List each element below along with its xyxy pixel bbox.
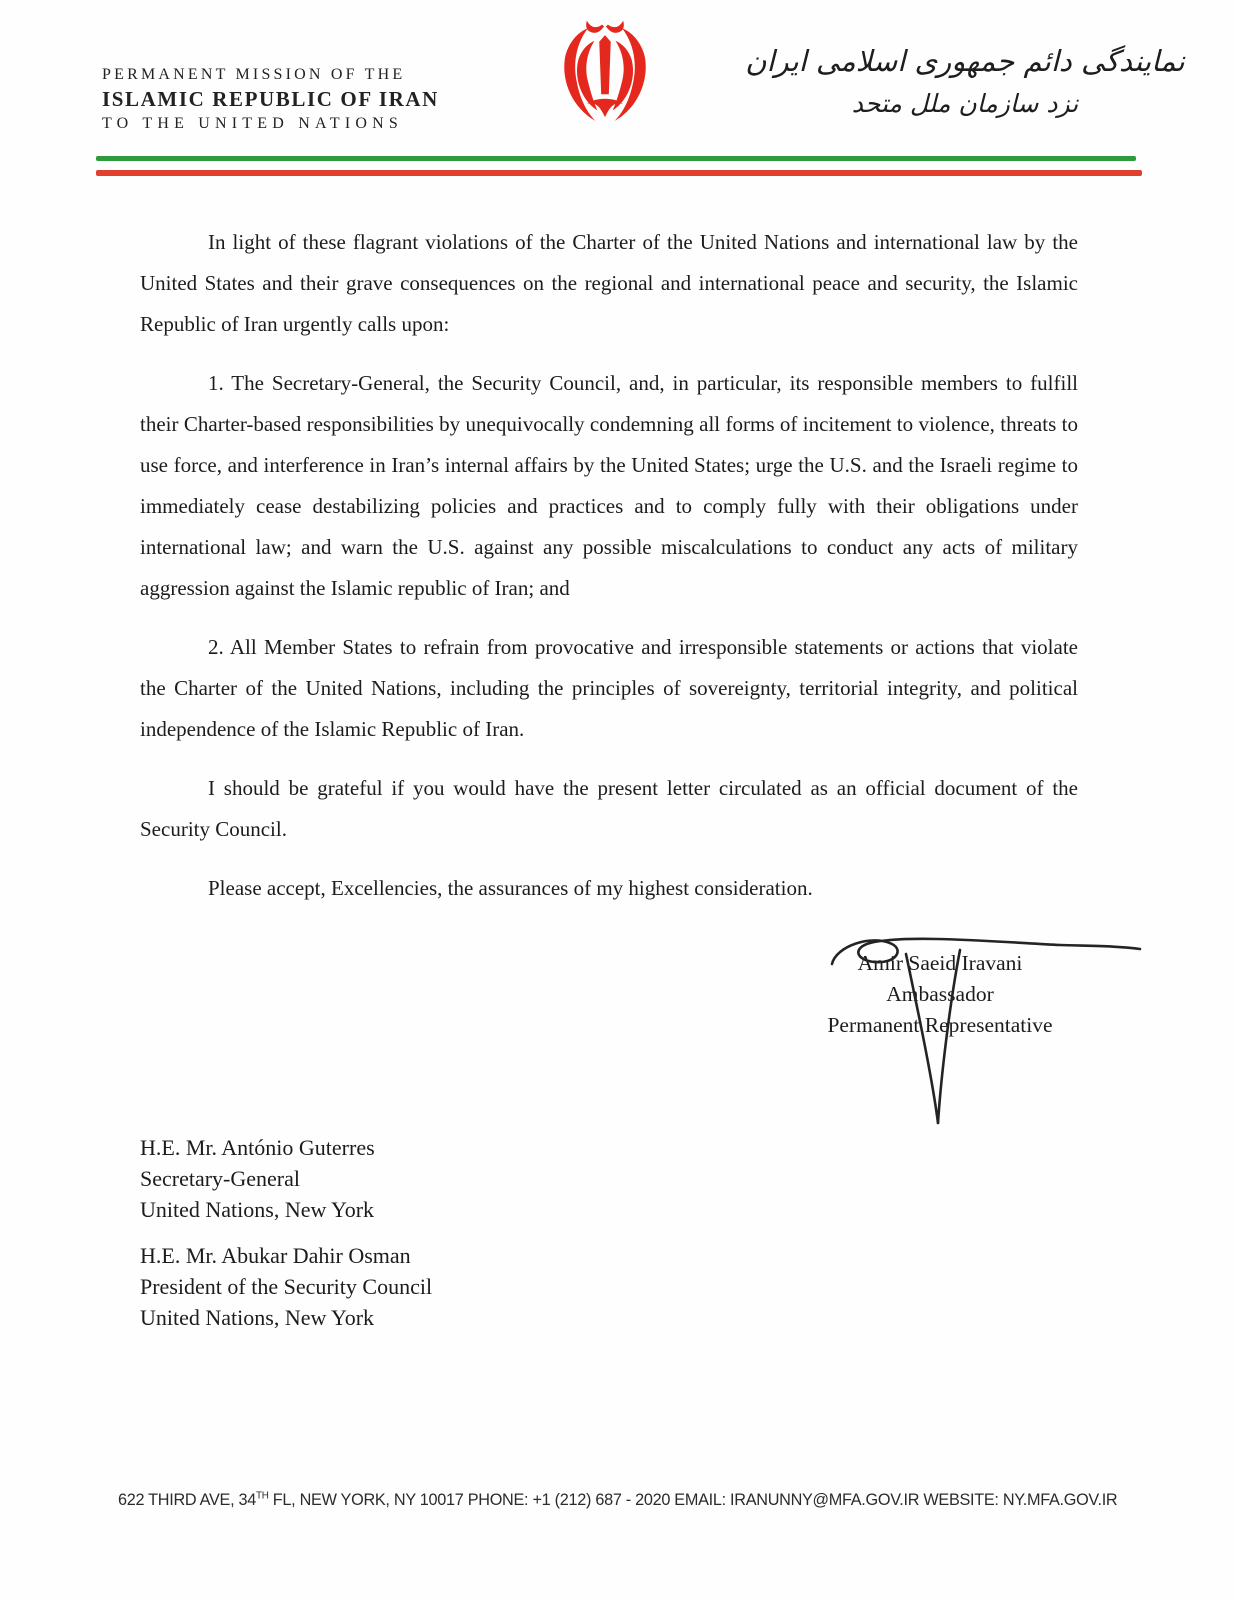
- mission-line3: TO THE UNITED NATIONS: [102, 115, 404, 132]
- recipient-name: H.E. Mr. Abukar Dahir Osman: [140, 1243, 411, 1268]
- recipient-title: Secretary-General: [140, 1166, 301, 1191]
- footer-address-part1: 622 THIRD AVE, 34: [118, 1491, 257, 1509]
- recipient-secretary-general: [140, 1132, 375, 1225]
- mission-name-block: [102, 66, 439, 133]
- recipient-name: H.E. Mr. António Guterres: [140, 1135, 375, 1160]
- mission-line2: ISLAMIC REPUBLIC OF IRAN: [102, 87, 439, 111]
- footer-ordinal-suffix: TH: [256, 1490, 269, 1502]
- footer-address-part2: FL, NEW YORK, NY 10017 PHONE: +1 (212) 687 - 2020 EMAIL: IRANUNNY@MFA.GOV.IR WEBSITE: NY.MFA.GOV.IR: [268, 1491, 1118, 1509]
- farsi-line1: نمایندگی دائم جمهوری اسلامی ایران: [745, 44, 1185, 78]
- signatory-name: Amir Saeid Iravani: [857, 951, 1023, 975]
- flag-rule-green: [96, 156, 1136, 161]
- farsi-line2: نزد سازمان ملل متحد: [851, 89, 1079, 118]
- footer-contact-line: [118, 1490, 1118, 1510]
- paragraph-closing: Please accept, Excellencies, the assurances of my highest consideration.: [208, 876, 813, 900]
- paragraph-item-1: 1. The Secretary-General, the Security Council, and, in particular, its responsible members to fulfill their Charter-based responsibilities by unequivocally condemning all forms of incitement to violence, threats to use force, and interference in Iran’s internal affairs by the United States; urge the U.S. and the Israeli regime to immediately cease destabilizing policies and practices and to comply fully with their obligations under international law; and warn the U.S. against any possible miscalculations to conduct any acts of military aggression against the Islamic republic of Iran; and: [140, 371, 1078, 600]
- recipient-title: President of the Security Council: [140, 1274, 433, 1299]
- mission-line1: PERMANENT MISSION OF THE: [102, 66, 406, 83]
- signatory-title-permanent-representative: Permanent Representative: [827, 1013, 1053, 1037]
- paragraph-intro: In light of these flagrant violations of the Charter of the United Nations and international law by the United States and their grave consequences on the regional and international peace and security, the Islamic Republic of Iran urgently calls upon:: [140, 230, 1078, 336]
- farsi-mission-name: [730, 38, 1200, 124]
- letter-body: [140, 222, 1078, 927]
- signature-block: [750, 948, 1130, 1041]
- recipient-location: United Nations, New York: [140, 1305, 375, 1330]
- paragraph-item-2: 2. All Member States to refrain from provocative and irresponsible statements or actions that violate the Charter of the United Nations, including the principles of sovereignty, territorial integrity, and political independence of the Islamic Republic of Iran.: [140, 635, 1078, 741]
- paragraph-request: I should be grateful if you would have the present letter circulated as an official document of the Security Council.: [140, 776, 1078, 841]
- recipient-security-council-president: [140, 1240, 432, 1333]
- recipient-location: United Nations, New York: [140, 1197, 375, 1222]
- signatory-title-ambassador: Ambassador: [886, 982, 994, 1006]
- flag-rule-red: [96, 170, 1142, 176]
- iran-emblem-icon: [547, 16, 663, 140]
